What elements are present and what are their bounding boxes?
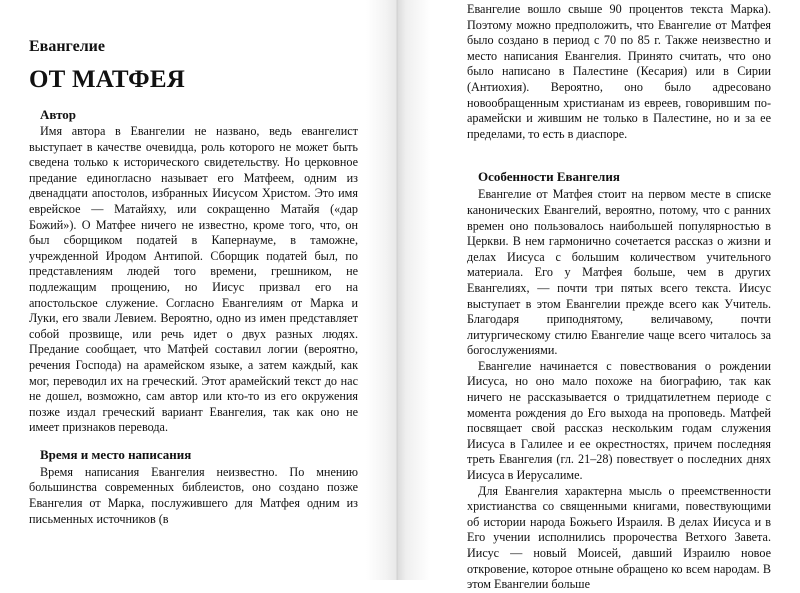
time-place-paragraph: Время написания Евангелия неизвестно. По мнению большинства современных библеистов, оно создано позже Евангелия от Марка, послужившего для Матфея одним из письменных источников (в (29, 464, 358, 526)
features-heading: Особенности Евангелия (478, 169, 620, 185)
features-paragraph-3: Для Евангелия характерна мысль о преемственности христианства со священными книгами, повествующими об истории народа Божьего Израиля. В делах Иисуса и в Его учении исполнились пророчества Ветхого Завета. Иисус — новый Моисей, давший Израилю новое откровение, которое отныне обращено ко всем народам. В этом Евангелии больше (467, 483, 771, 592)
time-place-heading: Время и место написания (40, 446, 192, 462)
author-paragraph: Имя автора в Евангелии не названо, ведь евангелист выступает в качестве очевидца, роль которого не может быть сведена только к исторического свидетельству. Но церковное предание единогласно называет его Матфеем, одним из двенадцати апостолов, избранных Иисусом Христом. Это имя еврейское — Матайяху, или сокращенно Матайя («дар Божий»). О Матфее ничего не известно, кроме того, что, он был сборщиком податей в Капернауме, в таможне, учрежденной Иродом Антипой. Сборщик податей был, по представлениям людей того времени, грешником, не подлежащим прощению, но Иисус призвал его на апостольское служение. Согласно Евангелиям от Марка и Луки, его звали Левием. Вероятно, одно из имен представляет собой прозвище, или речь идет о двух разных людях. Предание сообщает, что Матфей составил логии (вероятно, речения Господа) на арамейском языке, а затем каждый, как мог, переводил их на греческий. Этот арамейский текст до нас не дошел, возможно, сам автор или кто-то из его окружения позже издал греческий вариант Евангелия, так как оно не имеет признаков перевода. (29, 124, 358, 435)
book-kicker: Евангелие (29, 38, 105, 55)
features-paragraph-2: Евангелие начинается с повествования о рождении Иисуса, но оно мало похоже на биографию, так как ничего не рассказывается о тридцатилетнем периоде с момента рождения до Его выхода на проповедь. Матфей посвящает свой рассказ нескольким годам служения Иисуса в Галилее и ее окрестностях, причем последняя треть Евангелия (гл. 21–28) повествует о последних днях Иисуса в Иерусалиме. (467, 358, 771, 483)
author-heading: Автор (40, 107, 77, 122)
right-page (398, 0, 800, 592)
continued-paragraph: Евангелие вошло свыше 90 процентов текста Марка). Поэтому можно предположить, что Евангелие от Матфея было создано в период с 70 по 85 г. Также неизвестно и место написания Евангелия. Принято считать, что оно было написано в Палестине (Кесария) или в Сирии (Антиохия). Вероятно, оно было адресовано новообращенным христианам из евреев, говорившим по-арамейски и жившим не только в Палестине, но и за ее пределами, то есть в диаспоре. (467, 2, 771, 141)
left-page (0, 0, 398, 580)
book-title: ОТ МАТФЕЯ (29, 66, 185, 93)
features-paragraph-1: Евангелие от Матфея стоит на первом месте в списке канонических Евангелий, вероятно, потому, что с ранних времен оно пользовалось наибольшей популярностью в Церкви. В нем гармонично сочетается рассказ о жизни и делах Иисуса с большим количеством учительного материала. Его у Матфея больше, чем в других Евангелиях, — почти три пятых всего текста. Иисус выступает в этом Евангелии прежде всего как Учитель. Благодаря приподнятому, величавому, почти литургическому стилю Евангелие чаще всего читалось за богослужениями. (467, 187, 771, 358)
